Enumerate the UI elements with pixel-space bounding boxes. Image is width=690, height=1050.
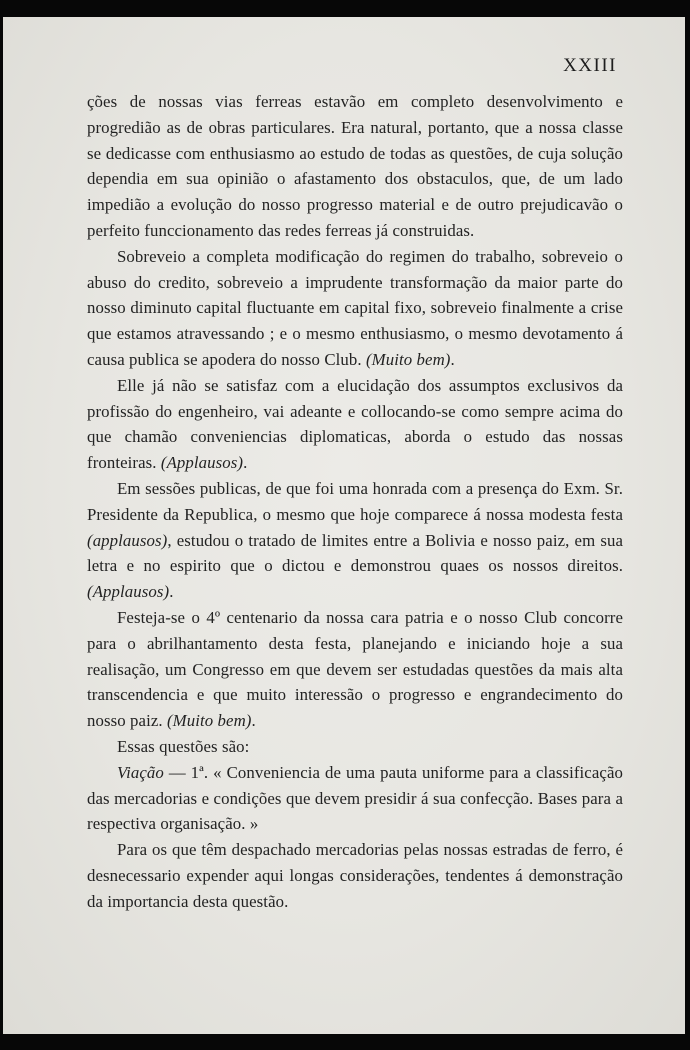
italic-text-segment: (Applausos) [160,453,244,473]
text-segment: , estudou o tratado de limites entre a Bolivia e nosso paiz, em sua letra e no espirito que o dictou e demonstrou quaes os nossos direitos. [87,530,623,576]
italic-text-segment: (applausos) [87,530,168,550]
text-segment: . [450,349,455,369]
italic-text-segment: (Muito bem) [166,711,252,731]
paragraph [87,760,623,837]
paragraph [87,837,623,914]
text-segment: . [243,453,248,473]
italic-text-segment: Viação [117,762,164,782]
paragraph [87,373,623,476]
text-segment: . [169,582,174,602]
text-segment: Essas questões são: [117,736,250,756]
text-segment: ções de nossas vias ferreas estavão em completo desenvolvimento e progredião as de obras particulares. Era natural, portanto, que a nossa classe se dedicasse com enthusiasmo ao estudo de todas as questões, de cuja solução dependia em sua opinião o afastamento dos obstaculos, que, de um lado impedião a evolução do nosso progresso material e de outro prejudicavão o perfeito funccionamento das redes ferreas já construidas. [87,92,623,240]
page-body [87,89,623,915]
text-segment: Festeja-se o 4º centenario da nossa cara patria e o nosso Club concorre para o abrilhantamento desta festa, planejando e iniciando hoje a sua realisação, um Congresso em que devem ser estudadas questões da mais alta transcendencia e que muito interessão o progresso e engrandecimento do nosso paiz. [87,607,623,731]
text-segment: — 1ª. « Conveniencia de uma pauta uniforme para a classificação das mercadorias e condições que devem presidir á sua confecção. Bases para a respectiva organisação. » [87,762,623,834]
page-number: XXIII [563,55,617,76]
italic-text-segment: (Muito bem) [365,349,451,369]
text-segment: Sobreveio a completa modificação do regimen do trabalho, sobreveio o abuso do credito, sobreveio a imprudente transformação da maior parte do nosso diminuto capital fluctuante em capital fixo, sobreveio finalmente a crise que estamos atravessando ; e o mesmo enthusiasmo, o mesmo devotamento á causa publica se apodera do nosso Club. [87,246,623,369]
paragraph [87,476,623,605]
text-segment: Em sessões publicas, de que foi uma honrada com a presença do Exm. Sr. Presidente da Republica, o mesmo que hoje comparece á nossa modesta festa [87,478,623,524]
italic-text-segment: (Applausos) [87,582,170,602]
paragraph [87,734,623,760]
paragraph [87,605,623,734]
paragraph [87,89,623,244]
text-segment: Elle já não se satisfaz com a elucidação dos assumptos exclusivos da profissão do engenheiro, vai adeante e collocando-se como sempre acima do que chamão conveniencias diplomaticas, aborda o estudo das nossas fronteiras. [87,375,623,473]
text-segment: Para os que têm despachado mercadorias pelas nossas estradas de ferro, é desnecessario expender aqui longas considerações, tendentes á demonstração da importancia desta questão. [87,840,623,911]
text-segment: . [251,711,256,731]
paragraph [87,244,623,373]
